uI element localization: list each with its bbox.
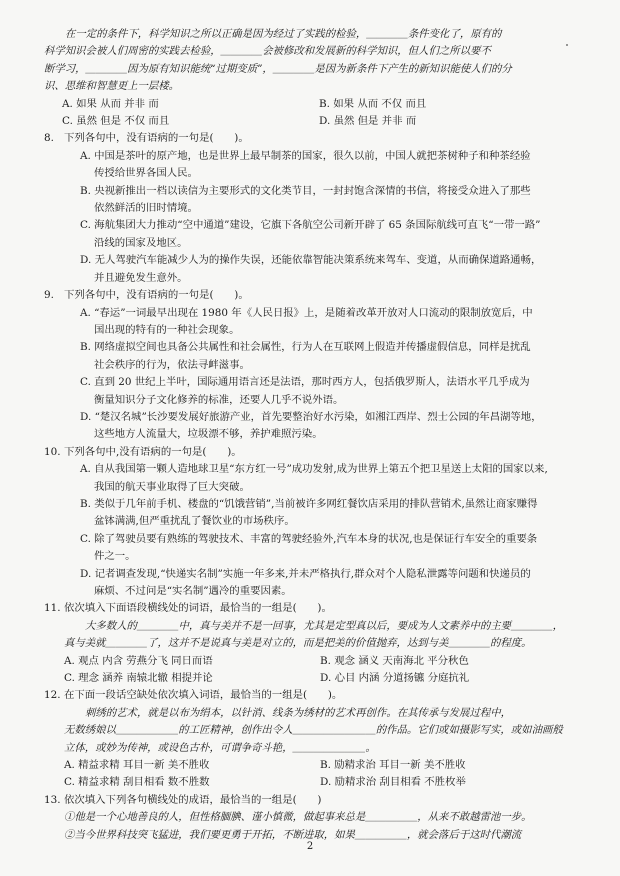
option-b-cont: 社会秩序的行为，依法寻衅滋事。 (94, 358, 250, 371)
option-d: D. “楚汉名城”长沙要发展好旅游产业，首先要整治好水污染，如湘江西岸、烈士公园的年昌湖等地， (80, 410, 542, 423)
scan-speck (566, 44, 568, 46)
option-a-cont: 国出现的特有的一种社会现象。 (94, 323, 240, 336)
question-stem: 下列各句中，没有语病的一句是( )。 (64, 132, 249, 145)
question-stem: 在下面一段话空缺处依次填入词语，最恰当的一组是( )。 (64, 689, 343, 702)
option-c: C. 虽然 但是 不仅 而且 (62, 115, 170, 128)
option-row (64, 653, 576, 670)
question-number: 8. (44, 132, 54, 145)
option-b: B. 类似于几年前手机、楼盘的“饥饿营销”,当前被许多网红餐饮店采用的排队营销术,虽然让商家赚得 (80, 497, 538, 510)
sentence-1: ①他是一个心地善良的人，但性格腼腆、谨小慎微，做起事来总是＿＿＿＿＿，从来不敢越雷池一步。 (64, 811, 532, 824)
option-c: C. 精益求精 刮目相看 数不胜数 (64, 776, 210, 789)
option-a: A. 自从我国第一颗人造地球卫星“东方红一号”成功发射,成为世界上第五个把卫星送上太阳的国家以来, (80, 463, 548, 476)
question-passage-line: 无数绣娘以＿＿＿＿＿＿的工匠精神，创作出令人＿＿＿＿＿＿＿＿的作品。它们或如摄影写实，或如油画般 (64, 724, 563, 737)
option-c: C. 理念 涵养 南辕北辙 相提并论 (64, 672, 213, 685)
option-d: D. 虽然 但是 并非 而 (319, 115, 417, 128)
option-b: B. 央视新推出一档以读信为主要形式的文化类节目，一封封饱含深情的书信，将接受众进入了那些 (80, 184, 531, 197)
question-passage-line: 刺绣的艺术，就是以布为绢本，以针消、线条为绣材的艺术再创作。在其传承与发展过程中， (85, 706, 512, 719)
option-a: A. 精益求精 耳目一新 美不胜收 (64, 759, 210, 772)
passage-line: 识、思维和智慧更上一层楼。 (44, 80, 180, 93)
option-row (64, 670, 576, 687)
option-c-cont: 件之一。 (94, 550, 136, 563)
question-13 (44, 792, 576, 844)
question-12 (44, 687, 576, 791)
question-stem: 下列各句中，没有语病的一句是( )。 (64, 289, 249, 302)
option-a: A. 中国是茶叶的原产地，也是世界上最早制茶的国家，很久以前，中国人就把茶树种子和种茶经验 (80, 149, 531, 162)
option-b: B. 如果 从而 不仅 而且 (319, 97, 427, 110)
option-a: A. “春运”一词最早出现在 1980 年《人民日报》上，是随着改革开放对人口流动的限制放宽后，中 (80, 306, 533, 319)
option-a: A. 如果 从而 并非 而 (62, 97, 159, 110)
option-b-cont: 依然鲜活的旧时情境。 (94, 202, 198, 215)
option-d: D. 励精求治 刮目相看 不胜枚举 (320, 776, 466, 789)
option-c: C. 海航集团大力推动“空中通道”建设，它旗下各航空公司新开辟了 65 条国际航线可直飞“一带一路” (80, 219, 541, 232)
option-b: B. 观念 涵义 天南海北 平分秋色 (320, 654, 469, 667)
question-number: 10. (44, 445, 61, 458)
option-row (64, 774, 576, 791)
option-row (64, 757, 576, 774)
sentence-2: ②当今世界科技突飞猛进，我们要更勇于开拓，不断进取，如果＿＿＿＿＿，就会落后于这时代潮流 (64, 828, 522, 841)
option-d-cont: 麻烦、不过问是“实名制”遇冷的重要因素。 (94, 585, 292, 597)
question-passage-line: 真与美就＿＿＿＿了，这并不是说真与美是对立的，而是把美的价值抛弃，达到与美＿＿＿＿的程度。 (64, 637, 532, 650)
option-c-cont: 衡量知识分子文化修养的标准，还要人几乎不说外语。 (94, 393, 344, 406)
option-row (62, 113, 576, 130)
question-11 (44, 600, 576, 687)
question-stem: 依次填入下列各句横线处的成语，最恰当的一组是( ) (64, 793, 322, 806)
question-passage-line: 立体，或妙为传神，或设色古朴，可谓争奇斗艳，＿＿＿＿＿＿＿。 (64, 741, 376, 754)
option-d: D. 心目 内涵 分道扬镳 分庭抗礼 (320, 672, 470, 685)
question-stem: 下列各句中,没有语病的一句是( )。 (64, 445, 242, 458)
option-b: B. 励精求治 耳目一新 美不胜收 (320, 759, 466, 772)
option-row (62, 96, 576, 113)
question-9 (44, 287, 576, 444)
question-number: 11. (44, 602, 61, 615)
option-c: C. 直到 20 世纪上半叶，国际通用语言还是法语，那时西方人，包括俄罗斯人，法语水平几乎成为 (80, 376, 530, 389)
passage-q7 (44, 26, 576, 130)
option-d: D. 无人驾驶汽车能减少人为的操作失误，还能依靠智能决策系统来驾车、变道，从而确保道路通畅， (80, 254, 542, 267)
option-b-cont: 盆钵满满,但严重扰乱了餐饮业的市场秩序。 (94, 515, 295, 528)
question-stem: 依次填入下面语段横线处的词语，最恰当的一组是( )。 (64, 602, 332, 615)
question-number: 13. (44, 793, 61, 806)
option-c: C. 除了驾驶员要有熟练的驾驶技术、丰富的驾驶经验外,汽车本身的状况,也是保证行车安全的重要条 (80, 532, 538, 545)
passage-line: 科学知识会被人们周密的实践去检验，＿＿＿＿会被修改和发展新的科学知识，但人们之所以要不 (44, 45, 491, 58)
question-passage-line: 大多数人的＿＿＿＿中，真与美并不是一回事，尤其是定型真以后，要成为人文素养中的主要＿＿＿＿， (85, 619, 563, 632)
page-number: 2 (306, 841, 314, 852)
option-b: B. 网络虚拟空间也具备公共属性和社会属性，行为人在互联网上假造并传播虚假信息，同样是扰乱 (80, 341, 531, 354)
option-d-cont: 这些地方人流量大，垃圾漂不够，养护难照污染。 (94, 428, 323, 441)
option-a-cont: 传授给世界各国人民。 (94, 167, 198, 180)
question-10 (44, 444, 576, 601)
option-c-cont: 沿线的国家及地区。 (94, 236, 188, 249)
passage-line: 在一定的条件下，科学知识之所以正确是因为经过了实践的检验，＿＿＿＿条件变化了，原有的 (65, 28, 502, 40)
option-d: D. 记者调查发现,“快递实名制”实施一年多来,并未严格执行,群众对个人隐私泄露等问题和快递员的 (80, 567, 531, 580)
question-number: 12. (44, 689, 61, 702)
question-8 (44, 130, 576, 287)
option-d-cont: 并且避免发生意外。 (94, 271, 188, 284)
option-a-cont: 我国的航天事业取得了巨大突破。 (94, 480, 250, 493)
question-number: 9. (44, 289, 54, 302)
passage-line: 断学习，＿＿＿＿因为原有知识能统“过期变质”，＿＿＿＿是因为新条件下产生的新知识能使人们的分 (44, 62, 512, 75)
option-a: A. 观点 内含 劳燕分飞 同日而语 (64, 654, 213, 667)
